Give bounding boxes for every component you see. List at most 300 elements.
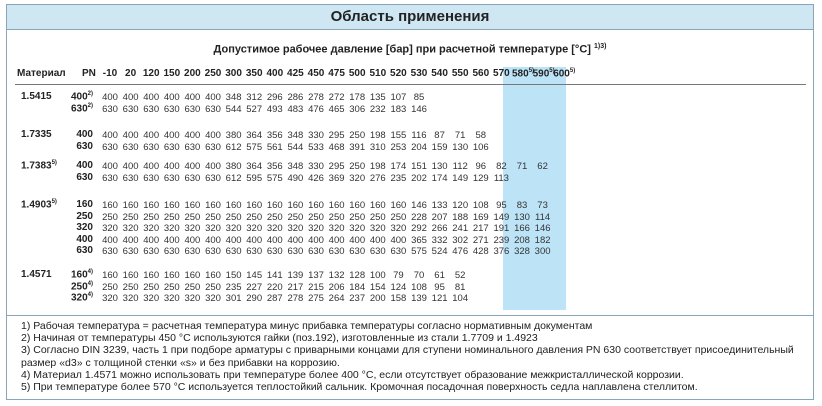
pressure-value: 426 xyxy=(308,172,324,184)
pressure-value: 71 xyxy=(454,130,466,141)
pressure-value: 400 xyxy=(163,130,180,141)
header-temp xyxy=(450,68,470,79)
panel-title: Область применения xyxy=(7,5,813,30)
header-pn: PN xyxy=(82,68,96,79)
pressure-value: 400 xyxy=(184,130,201,141)
header-temp xyxy=(409,68,429,79)
pressure-value: 160 xyxy=(225,200,242,211)
pressure-value: 139 xyxy=(411,293,427,305)
pressure-value: 215 xyxy=(308,281,324,293)
pressure-value: 208 xyxy=(514,234,530,246)
pressure-value: 364 xyxy=(246,161,263,172)
pressure-value: 160 xyxy=(205,200,221,211)
pn-value-text: 630 xyxy=(76,245,93,257)
pressure-value: 250 xyxy=(102,281,118,293)
pressure-value: 320 xyxy=(143,223,160,235)
header-temp-text: 150 xyxy=(163,68,181,79)
pressure-value: 468 xyxy=(328,141,345,153)
pressure-value: 320 xyxy=(225,223,242,235)
pressure-value: 235 xyxy=(225,281,242,293)
pressure-value: 241 xyxy=(452,223,469,235)
pressure-value: 292 xyxy=(411,223,427,235)
pressure-value: 348 xyxy=(287,130,304,141)
pressure-value: 228 xyxy=(411,211,427,223)
pressure-value: 287 xyxy=(266,293,283,305)
pressure-value: 130 xyxy=(514,211,530,223)
pressure-value: 400 xyxy=(184,234,201,246)
pn-value-text: 320 xyxy=(70,292,88,304)
subtitle-footnote-ref: 1)3) xyxy=(594,43,607,50)
material-name xyxy=(21,91,52,102)
pn-value xyxy=(67,129,93,140)
header-temp-text: 450 xyxy=(307,68,325,79)
pressure-value: 116 xyxy=(411,130,427,141)
pressure-value: 160 xyxy=(266,200,283,211)
pressure-value: 290 xyxy=(246,293,263,305)
pressure-value: 250 xyxy=(308,211,324,223)
header-temp xyxy=(533,68,553,79)
pressure-value: 320 xyxy=(308,223,324,235)
header-temp-text: -10 xyxy=(102,68,118,79)
pressure-value: 217 xyxy=(287,281,304,293)
pressure-value: 250 xyxy=(143,281,160,293)
pressure-value: 630 xyxy=(184,103,201,115)
pressure-value: 133 xyxy=(431,200,448,211)
pressure-value: 630 xyxy=(102,172,118,184)
pressure-value: 137 xyxy=(308,270,324,281)
pressure-value: 104 xyxy=(452,293,469,305)
pressure-value: 296 xyxy=(266,92,283,103)
pressure-value: 400 xyxy=(163,161,180,172)
pressure-value: 128 xyxy=(349,270,366,281)
pressure-value: 400 xyxy=(143,92,160,103)
pressure-value: 174 xyxy=(431,172,448,184)
header-temp xyxy=(224,68,244,79)
pressure-value: 160 xyxy=(122,270,139,281)
pressure-value: 188 xyxy=(452,211,469,223)
pressure-value: 630 xyxy=(143,141,160,153)
pressure-value: 286 xyxy=(287,92,304,103)
pressure-value: 630 xyxy=(184,172,201,184)
pressure-value: 278 xyxy=(287,293,304,305)
pressure-value: 198 xyxy=(369,161,386,172)
pressure-value: 630 xyxy=(163,141,180,153)
header-temp xyxy=(430,68,450,79)
pressure-value: 320 xyxy=(184,293,201,305)
pressure-value: 232 xyxy=(369,103,386,115)
header-temp-text: 20 xyxy=(125,68,137,79)
pressure-value: 630 xyxy=(102,103,118,115)
pressure-value: 264 xyxy=(328,293,345,305)
header-temp-text: 425 xyxy=(287,68,304,79)
pressure-value: 178 xyxy=(349,92,366,103)
pressure-value: 575 xyxy=(266,172,283,184)
pressure-value: 58 xyxy=(475,130,487,141)
pressure-value: 250 xyxy=(184,211,201,223)
header-temp-footnote-ref: 5) xyxy=(549,68,555,74)
pressure-value: 217 xyxy=(472,223,489,235)
pressure-value: 630 xyxy=(102,141,118,153)
pressure-value: 250 xyxy=(287,211,304,223)
pressure-value: 400 xyxy=(205,130,221,141)
pressure-value: 630 xyxy=(308,246,324,258)
pressure-value: 400 xyxy=(122,234,139,246)
pressure-value: 310 xyxy=(369,141,386,153)
pressure-value: 235 xyxy=(390,172,407,184)
pn-footnote-ref: 4) xyxy=(87,292,93,299)
pressure-value: 630 xyxy=(143,246,160,258)
pressure-value: 320 xyxy=(246,223,263,235)
pressure-value: 160 xyxy=(163,200,180,211)
pressure-value: 160 xyxy=(143,270,160,281)
header-temp-text: 300 xyxy=(225,68,242,79)
pressure-value: 250 xyxy=(246,211,263,223)
header-temp xyxy=(306,68,326,79)
pressure-value: 630 xyxy=(225,246,242,258)
pressure-value: 85 xyxy=(413,92,425,103)
pressure-value: 300 xyxy=(534,246,551,258)
subtitle-text: Допустимое рабочее давление [бар] при расчетной температуре [°C] xyxy=(213,43,591,56)
pressure-value: 81 xyxy=(454,281,466,293)
pressure-value: 52 xyxy=(454,270,466,281)
pressure-value: 630 xyxy=(287,246,304,258)
pressure-value: 250 xyxy=(349,130,366,141)
pressure-value: 169 xyxy=(472,211,489,223)
pressure-value: 630 xyxy=(143,103,160,115)
pressure-value: 400 xyxy=(143,234,160,246)
pressure-value: 630 xyxy=(246,246,263,258)
header-temp-footnote-ref: 5) xyxy=(569,68,576,74)
pn-value xyxy=(67,281,93,292)
pressure-value: 400 xyxy=(246,234,263,246)
table-subtitle xyxy=(7,43,813,56)
pn-footnote-ref: 4) xyxy=(87,269,93,275)
pressure-value: 369 xyxy=(328,172,345,184)
pressure-value: 160 xyxy=(369,200,386,211)
material-name-text: 1.7335 xyxy=(21,129,52,140)
pressure-value: 250 xyxy=(102,211,118,223)
pressure-value: 250 xyxy=(328,211,345,223)
pressure-value: 524 xyxy=(431,246,448,258)
footnote: 2) Начиная от температуры 450 °C используются гайки (поз.192), изготовленные из стали 1.7709 и 1.4923 xyxy=(21,332,538,345)
footnote: 1) Рабочая температура = расчетная температура минус прибавка температуры согласно нормативным документам xyxy=(21,320,593,332)
pressure-value: 330 xyxy=(308,161,324,172)
pressure-value: 320 xyxy=(184,223,201,235)
header-temp-text: 580 xyxy=(512,68,529,80)
pressure-value: 483 xyxy=(287,103,304,115)
pressure-value: 328 xyxy=(514,246,530,258)
pn-value-text: 250 xyxy=(76,210,93,222)
pn-value xyxy=(67,91,93,102)
pressure-value: 612 xyxy=(225,172,242,184)
pressure-value: 400 xyxy=(205,92,221,103)
pn-value-text: 160 xyxy=(76,199,93,210)
pressure-value: 490 xyxy=(287,172,304,184)
pn-value xyxy=(67,234,93,245)
pressure-value: 630 xyxy=(102,246,118,258)
pressure-value: 320 xyxy=(369,223,386,235)
pressure-value: 630 xyxy=(122,172,139,184)
pressure-value: 113 xyxy=(493,172,509,184)
pressure-value: 151 xyxy=(411,161,427,172)
pn-value-text: 630 xyxy=(76,171,93,183)
pressure-value: 95 xyxy=(496,200,507,211)
pressure-value: 250 xyxy=(369,211,386,223)
pressure-value: 400 xyxy=(102,234,118,246)
pressure-value: 400 xyxy=(349,234,366,246)
pressure-value: 365 xyxy=(411,234,427,246)
pressure-value: 356 xyxy=(266,161,283,172)
pressure-value: 237 xyxy=(349,293,366,305)
pressure-value: 630 xyxy=(122,141,139,153)
pressure-value: 320 xyxy=(102,293,118,305)
pressure-value: 159 xyxy=(431,141,448,153)
pn-value xyxy=(67,141,93,152)
pressure-value: 400 xyxy=(205,161,221,172)
pressure-value: 320 xyxy=(122,223,139,235)
material-name xyxy=(21,129,52,140)
header-temp xyxy=(203,68,223,79)
pressure-value: 158 xyxy=(390,293,407,305)
pressure-value: 630 xyxy=(184,246,201,258)
header-temp xyxy=(553,68,576,80)
pressure-value: 182 xyxy=(534,234,551,246)
pressure-value: 239 xyxy=(493,234,510,246)
pressure-value: 106 xyxy=(472,141,489,153)
pressure-value: 391 xyxy=(349,141,366,153)
pressure-value: 400 xyxy=(369,234,386,246)
pressure-value: 160 xyxy=(246,200,263,211)
footnotes xyxy=(7,315,813,393)
pressure-value: 630 xyxy=(122,103,139,115)
pressure-value: 114 xyxy=(535,211,551,223)
pressure-value: 204 xyxy=(411,141,427,153)
pressure-value: 220 xyxy=(266,281,283,293)
pressure-value: 83 xyxy=(516,200,528,211)
pressure-value: 108 xyxy=(411,281,427,293)
pressure-value: 61 xyxy=(434,270,445,281)
pressure-value: 465 xyxy=(328,103,345,115)
pn-footnote-ref: 2) xyxy=(87,102,93,109)
pressure-value: 160 xyxy=(205,270,221,281)
pressure-value: 79 xyxy=(393,270,404,281)
pressure-value: 145 xyxy=(246,270,263,281)
pressure-value: 332 xyxy=(431,234,448,246)
pressure-value: 146 xyxy=(411,103,427,115)
pressure-value: 250 xyxy=(205,281,221,293)
pressure-value: 155 xyxy=(390,130,407,141)
pressure-value: 380 xyxy=(225,130,242,141)
pressure-value: 364 xyxy=(246,130,263,141)
pressure-value: 320 xyxy=(205,223,221,235)
pressure-value: 320 xyxy=(205,293,221,305)
header-temp-text: 540 xyxy=(431,68,448,79)
pressure-value: 400 xyxy=(287,234,304,246)
pressure-value: 400 xyxy=(122,161,139,172)
pressure-value: 400 xyxy=(102,161,118,172)
pressure-value: 400 xyxy=(184,92,201,103)
header-temp-text: 475 xyxy=(328,68,345,79)
pressure-value: 630 xyxy=(205,172,221,184)
pressure-value: 330 xyxy=(308,130,324,141)
pressure-value: 184 xyxy=(349,281,366,293)
pressure-value: 400 xyxy=(266,234,283,246)
pressure-value: 166 xyxy=(514,223,530,235)
pressure-value: 250 xyxy=(122,211,139,223)
pressure-value: 135 xyxy=(369,92,386,103)
material-name-text: 1.4571 xyxy=(21,269,52,280)
pressure-value: 124 xyxy=(390,281,407,293)
footnote: 3) Согласно DIN 3239, часть 1 при подборе арматуры с приварными концами для ступени номинального давления PN 630 соответствует присоединительный xyxy=(21,344,794,357)
pressure-value: 400 xyxy=(205,234,221,246)
pressure-value: 320 xyxy=(163,293,180,305)
header-temp-text: 120 xyxy=(142,68,160,79)
header-temp xyxy=(327,68,347,79)
pressure-value: 306 xyxy=(349,103,366,115)
pressure-value: 272 xyxy=(328,92,345,103)
material-footnote-ref: 5) xyxy=(51,199,57,205)
pressure-value: 275 xyxy=(308,293,324,305)
header-temp-text: 590 xyxy=(532,68,550,80)
pressure-value: 250 xyxy=(163,211,180,223)
pressure-value: 132 xyxy=(328,270,345,281)
table-header xyxy=(7,68,813,82)
pressure-value: 301 xyxy=(225,293,242,305)
material-name-text: 1.4903 xyxy=(21,199,52,211)
pressure-value: 107 xyxy=(390,92,407,103)
header-temp-text: 560 xyxy=(472,68,490,79)
pn-value xyxy=(67,199,93,210)
pressure-value: 130 xyxy=(452,141,469,153)
pressure-value: 121 xyxy=(431,293,448,305)
pn-value-text: 160 xyxy=(70,269,88,281)
pn-value xyxy=(67,269,93,280)
pn-value xyxy=(67,172,93,183)
pn-value-text: 400 xyxy=(70,91,88,103)
pressure-value: 174 xyxy=(390,161,407,172)
footnote: 4) Материал 1.4571 можно использовать при температуре более 400 °C, если отсутствует образование межкристаллической коррозии. xyxy=(21,368,684,381)
pressure-value: 348 xyxy=(287,161,304,172)
pressure-value: 400 xyxy=(390,234,407,246)
pn-value xyxy=(67,292,93,303)
pressure-value: 400 xyxy=(308,234,324,246)
pressure-value: 630 xyxy=(266,246,283,258)
pressure-value: 160 xyxy=(143,200,160,211)
pressure-value: 100 xyxy=(369,270,386,281)
pressure-value: 82 xyxy=(496,161,507,172)
pn-value xyxy=(67,245,93,256)
pressure-value: 276 xyxy=(369,172,386,184)
pressure-value: 207 xyxy=(431,211,448,223)
pressure-value: 160 xyxy=(184,270,201,281)
pn-value-text: 400 xyxy=(76,129,93,140)
header-temp xyxy=(141,68,161,79)
header-temp-text: 400 xyxy=(266,68,284,79)
pressure-value: 400 xyxy=(143,130,160,141)
pressure-value: 630 xyxy=(349,246,366,258)
pn-value-text: 250 xyxy=(70,280,88,292)
pressure-value: 476 xyxy=(452,246,469,258)
material-name xyxy=(21,269,52,280)
header-temp xyxy=(265,68,285,79)
pressure-value: 320 xyxy=(349,172,366,184)
pressure-value: 630 xyxy=(163,103,180,115)
pressure-value: 630 xyxy=(122,246,139,258)
pressure-value: 295 xyxy=(328,161,345,172)
pressure-value: 160 xyxy=(163,270,180,281)
pressure-value: 320 xyxy=(328,223,345,235)
pressure-value: 630 xyxy=(205,246,221,258)
pressure-value: 376 xyxy=(493,246,510,258)
pn-value xyxy=(67,103,93,114)
header-temp-text: 570 xyxy=(493,68,510,79)
pn-value-text: 630 xyxy=(70,102,88,114)
header-material: Материал xyxy=(17,68,66,79)
pressure-value: 630 xyxy=(328,246,345,258)
pressure-value: 112 xyxy=(452,161,468,172)
pn-value-text: 400 xyxy=(76,160,93,171)
pressure-value: 320 xyxy=(390,223,407,235)
header-temp-text: 200 xyxy=(184,68,201,79)
pressure-value: 320 xyxy=(349,223,366,235)
pressure-value: 400 xyxy=(184,161,201,172)
pressure-value: 95 xyxy=(434,281,445,293)
pressure-value: 250 xyxy=(205,211,221,223)
pressure-value: 71 xyxy=(516,161,528,172)
pressure-value: 160 xyxy=(287,200,304,211)
pressure-value: 250 xyxy=(122,281,139,293)
pressure-value: 320 xyxy=(102,223,118,235)
pn-value-text: 400 xyxy=(76,233,93,245)
pressure-value: 191 xyxy=(493,223,510,235)
pressure-value: 312 xyxy=(246,92,263,103)
header-temp-text: 510 xyxy=(369,68,387,79)
header-temp xyxy=(347,68,367,79)
footnote: 5) При температуре более 570 °C используется теплостойкий сальник. Кромочная посадочная поверхность седла наплавлена стеллитом. xyxy=(21,381,698,393)
header-temp xyxy=(285,68,305,79)
pressure-value: 250 xyxy=(143,211,160,223)
header-temp-text: 250 xyxy=(204,68,222,79)
pressure-value: 428 xyxy=(472,246,489,258)
material-name-text: 1.5415 xyxy=(21,91,52,102)
pressure-value: 160 xyxy=(122,200,139,211)
pn-value-text: 320 xyxy=(76,222,93,234)
pressure-value: 146 xyxy=(534,223,551,235)
pressure-value: 146 xyxy=(411,200,427,211)
material-footnote-ref: 5) xyxy=(51,160,57,166)
pressure-value: 160 xyxy=(390,200,407,211)
pressure-value: 630 xyxy=(143,172,160,184)
header-temp-text: 550 xyxy=(451,68,469,79)
pressure-value: 493 xyxy=(266,103,283,115)
pressure-value: 320 xyxy=(287,223,304,235)
pressure-value: 160 xyxy=(102,270,118,281)
pressure-value: 271 xyxy=(472,234,489,246)
footnote: размер «d3» с толщиной стенки «s» и без прибавки на коррозию. xyxy=(21,356,340,369)
header-temp-text: 520 xyxy=(390,68,407,79)
pressure-value: 154 xyxy=(369,281,386,293)
header-temp-text: 350 xyxy=(245,68,263,79)
pressure-value: 348 xyxy=(225,92,242,103)
header-temp xyxy=(512,68,535,80)
pressure-value: 87 xyxy=(434,130,445,141)
pressure-value: 476 xyxy=(308,103,324,115)
pn-value xyxy=(67,222,93,233)
pressure-value: 400 xyxy=(122,92,139,103)
pressure-value: 595 xyxy=(246,172,263,184)
pressure-value: 527 xyxy=(246,103,263,115)
pressure-value: 630 xyxy=(205,141,221,153)
